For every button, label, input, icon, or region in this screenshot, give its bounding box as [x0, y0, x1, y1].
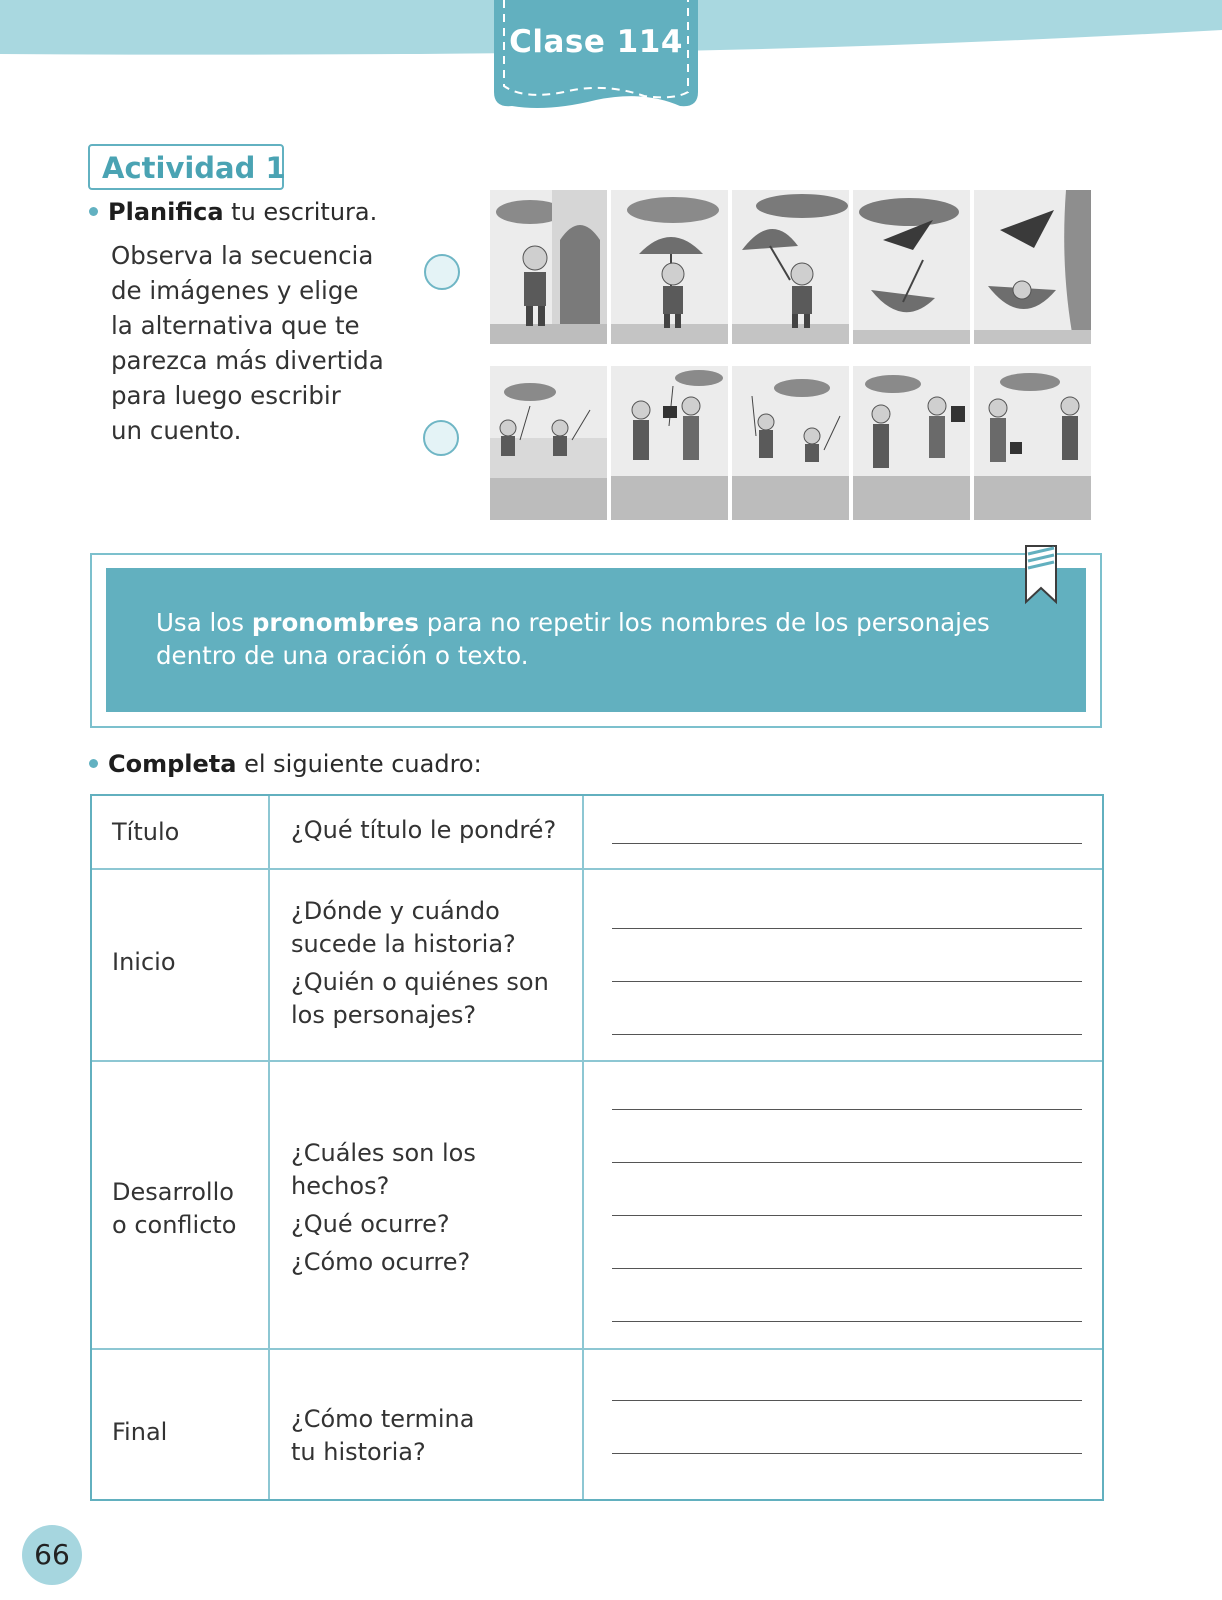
answer-line-inicio[interactable] [612, 1034, 1082, 1035]
plan-instruction-rest: tu escritura. [223, 198, 378, 226]
answer-line-desarrollo[interactable] [612, 1109, 1082, 1110]
activity-label-box [88, 144, 284, 190]
option-fishing-radio[interactable] [423, 420, 459, 456]
class-title: Clase 114 [509, 24, 683, 60]
activity-label: Actividad 1 [102, 151, 286, 185]
row-question: hechos? [291, 1172, 390, 1200]
bookmark-icon [1024, 544, 1058, 610]
umbrella-panel-2-illustration [611, 190, 728, 344]
answer-line-inicio[interactable] [612, 928, 1082, 929]
row-question: ¿Cómo termina [291, 1405, 475, 1433]
umbrella-comic-strip [490, 190, 1092, 344]
answer-line-desarrollo[interactable] [612, 1215, 1082, 1216]
tip-line2: dentro de una oración o texto. [156, 641, 529, 670]
row-question: ¿Quién o quiénes son [291, 968, 549, 996]
complete-instruction-bold: Completa [108, 750, 237, 778]
column-divider [582, 796, 584, 1499]
tip-text [156, 606, 990, 672]
intro-line: para luego escribir [111, 381, 341, 410]
answer-line-desarrollo[interactable] [612, 1268, 1082, 1269]
option-umbrella-radio[interactable] [424, 254, 460, 290]
fishing-panel-2-illustration [611, 366, 728, 520]
umbrella-panel-4-illustration [853, 190, 970, 344]
fishing-comic-strip [490, 366, 1092, 520]
row-question: los personajes? [291, 1001, 477, 1029]
row-question: ¿Qué ocurre? [291, 1210, 450, 1238]
intro-text [111, 238, 384, 448]
row-label-final: Final [112, 1418, 168, 1446]
row-label-inicio: Inicio [112, 948, 176, 976]
row-question: ¿Qué título le pondré? [291, 816, 557, 844]
umbrella-panel-3-illustration [732, 190, 849, 344]
row-question: ¿Cuáles son los [291, 1139, 476, 1167]
class-tab [494, 0, 698, 112]
story-planning-table [90, 794, 1104, 1501]
answer-line-final[interactable] [612, 1400, 1082, 1401]
row-divider [92, 1348, 1102, 1350]
tip-line1-post: para no repetir los nombres de los personajes [418, 608, 990, 637]
fishing-panel-5-illustration [974, 366, 1091, 520]
page-number: 66 [22, 1525, 82, 1585]
umbrella-panel-5-illustration [974, 190, 1091, 344]
answer-line-titulo[interactable] [612, 843, 1082, 844]
complete-instruction [89, 750, 482, 778]
plan-instruction-bold: Planifica [108, 198, 224, 226]
intro-line: la alternativa que te [111, 311, 360, 340]
row-label-desarrollo: Desarrollo [112, 1178, 234, 1206]
bullet-icon [89, 207, 98, 216]
intro-line: un cuento. [111, 416, 242, 445]
fishing-panel-3-illustration [732, 366, 849, 520]
complete-instruction-rest: el siguiente cuadro: [236, 750, 482, 778]
answer-line-desarrollo[interactable] [612, 1321, 1082, 1322]
column-divider [268, 796, 270, 1499]
bullet-icon [89, 759, 98, 768]
tip-keyword: pronombres [251, 608, 419, 637]
row-divider [92, 868, 1102, 870]
fishing-panel-1-illustration [490, 366, 607, 520]
row-divider [92, 1060, 1102, 1062]
fishing-panel-4-illustration [853, 366, 970, 520]
row-question: sucede la historia? [291, 930, 516, 958]
row-question: tu historia? [291, 1438, 426, 1466]
plan-instruction [89, 198, 377, 226]
row-label-desarrollo-line2: o conflicto [112, 1211, 237, 1239]
intro-line: parezca más divertida [111, 346, 384, 375]
intro-line: de imágenes y elige [111, 276, 359, 305]
answer-line-desarrollo[interactable] [612, 1162, 1082, 1163]
intro-line: Observa la secuencia [111, 241, 374, 270]
answer-line-final[interactable] [612, 1453, 1082, 1454]
tip-line1-pre: Usa los [156, 608, 252, 637]
row-question: ¿Dónde y cuándo [291, 897, 500, 925]
row-question: ¿Cómo ocurre? [291, 1248, 471, 1276]
answer-line-inicio[interactable] [612, 981, 1082, 982]
umbrella-panel-1-illustration [490, 190, 607, 344]
row-label-titulo: Título [112, 818, 180, 846]
